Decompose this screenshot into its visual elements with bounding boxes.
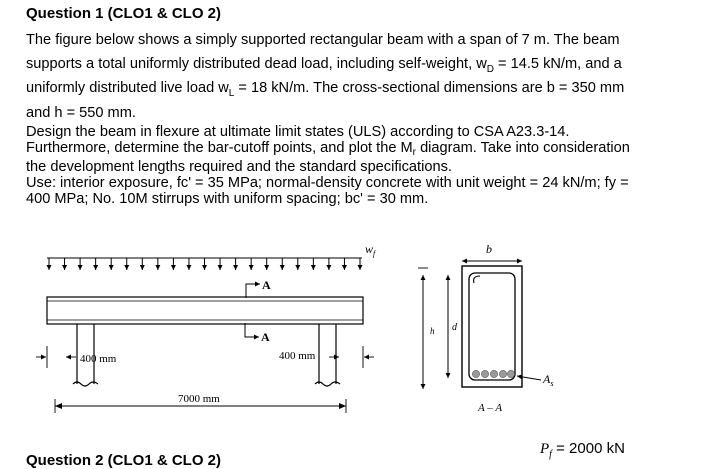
section-outline (462, 266, 522, 387)
question-title: Question 1 (CLO1 & CLO 2) (26, 5, 222, 22)
instruction-line: Furthermore, determine the bar-cutoff points, and plot the $M_r$ diagram. Take into consideration (26, 140, 630, 159)
section-cut-bottom (245, 323, 270, 344)
left-overhang-label: 400 mm (80, 353, 117, 365)
section-caption: A – A (478, 402, 503, 414)
instruction-line: 400 MPa; No. 10M stirrups with uniform spacing; bc' = 30 mm. (26, 191, 429, 208)
statement-line: uniformly distributed live load $w_L = 18$ kN/m. The cross-sectional dimensions are b = 350 mm (26, 80, 625, 99)
statement-line: and h = 550 mm. (26, 104, 136, 121)
beam-elevation (47, 297, 363, 324)
next-question-title: Question 2 (CLO1 & CLO 2) (26, 452, 222, 469)
depth-label: d (452, 322, 457, 333)
section-cut-top (246, 278, 271, 298)
svg-text:A: A (261, 330, 270, 344)
instruction-line: Use: interior exposure, fc' = 35 MPa; normal-density concrete with unit weight = 24 kN/m; fy = (26, 174, 629, 191)
instruction-line: the development lengths required and the standard specifications. (26, 158, 452, 175)
axial-load: $P_f = 2000$ kN (540, 440, 625, 460)
svg-text:A: A (262, 278, 271, 292)
statement-line: The figure below shows a simply supported rectangular beam with a span of 7 m. The beam (26, 32, 620, 48)
rebar-bottom (472, 370, 514, 377)
distributed-load (49, 258, 360, 270)
statement-line: supports a total uniformly distributed dead load, including self-weight, $w_D = 14.5$ kN/m, and a (26, 55, 622, 75)
right-column (315, 324, 340, 386)
right-overhang-label: 400 mm (279, 350, 316, 362)
load-label: $w_f$ (365, 242, 376, 258)
steel-area-label: $A_s$ (543, 372, 554, 388)
cross-section (418, 242, 553, 414)
height-label: h (430, 326, 435, 336)
left-overhang-dimension (36, 346, 76, 368)
span-label: 7000 mm (178, 393, 220, 405)
width-label: b (486, 242, 492, 256)
instruction-line: Design the beam in flexure at ultimate limit states (ULS) according to CSA A23.3-14. (26, 124, 570, 140)
